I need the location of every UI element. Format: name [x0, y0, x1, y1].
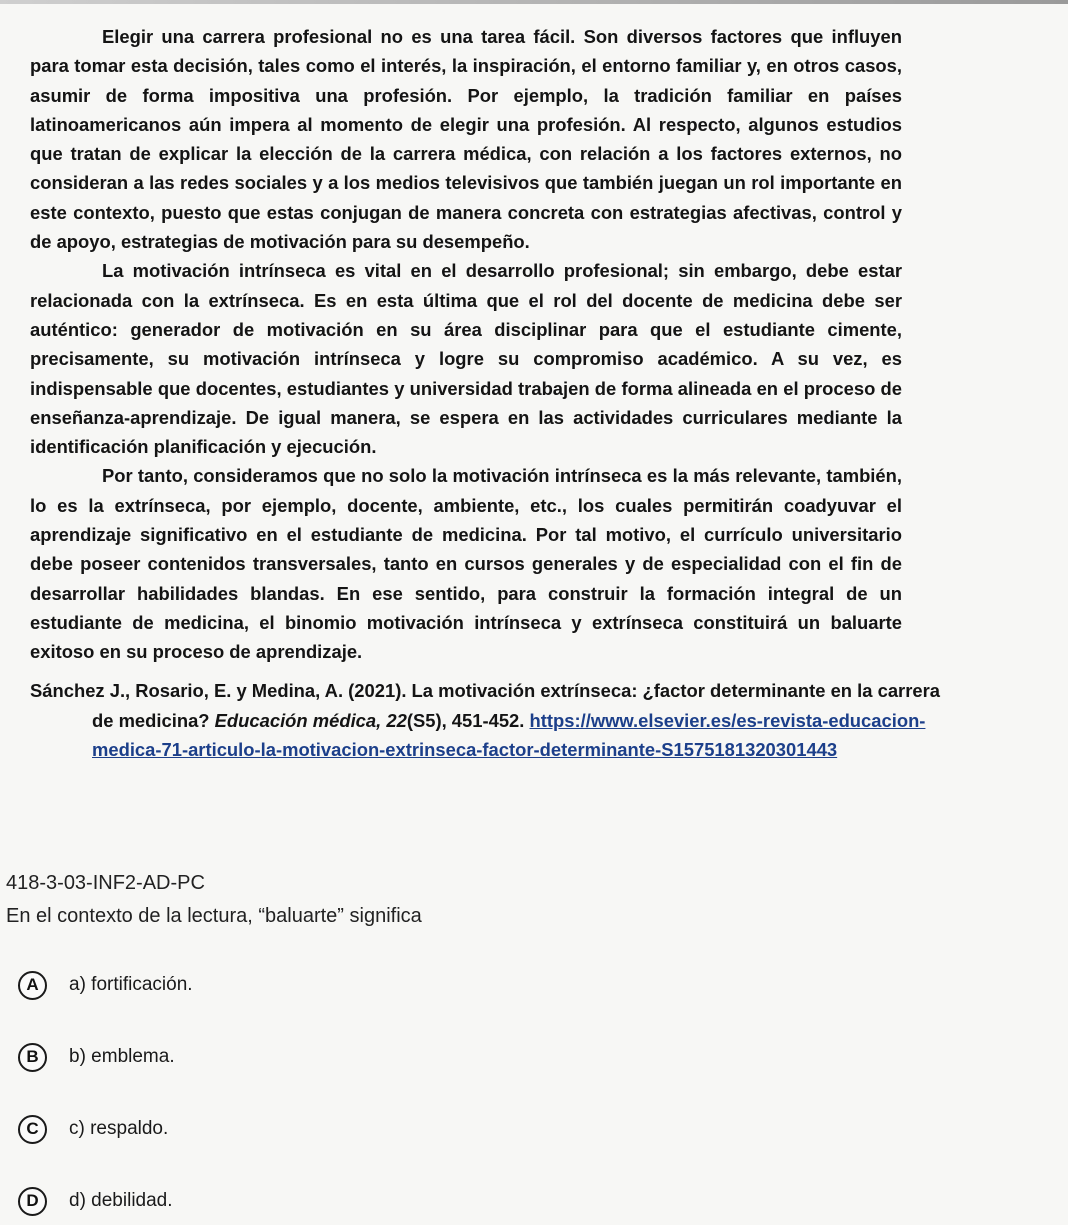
option-a-label: a) fortificación. — [69, 974, 193, 995]
option-d-label: d) debilidad. — [69, 1190, 173, 1211]
option-a-bubble[interactable]: A — [18, 971, 47, 1000]
option-d-bubble[interactable]: D — [18, 1187, 47, 1216]
citation-journal: Educación médica, 22 — [214, 709, 407, 731]
reading-passage — [30, 22, 902, 667]
citation-link[interactable]: https://www.elsevier.es/es-revista-educacion-medica-71-articulo-la-motivacion-extrinseca-factor-determinante-S1575181320301443 — [92, 709, 926, 760]
paragraph-1: Elegir una carrera profesional no es una tarea fácil. Son diversos factores que influyen para tomar esta decisión, tales como el interés, la inspiración, el entorno familiar y, en otros casos, asumir de forma impositiva una profesión. Por ejemplo, la tradición familiar en países latinoamericanos aún impera al momento de elegir una profesión. Al respecto, algunos estudios que tratan de explicar la elección de la carrera médica, con relación a los factores externos, no consideran a las redes sociales y a los medios televisivos que también juegan un rol importante en este contexto, puesto que estas conjugan de manera concreta con estrategias afectivas, control y de apoyo, estrategias de motivación para su desempeño. — [30, 26, 902, 253]
option-b-label: b) emblema. — [69, 1046, 175, 1067]
option-c-label: c) respaldo. — [69, 1118, 169, 1139]
citation — [30, 676, 942, 765]
citation-authors: Sánchez J., Rosario, E. y Medina, A. (2021). La motivación extrínseca: ¿factor determinante en la carrera de medicina? — [30, 680, 940, 731]
question-prompt: En el contexto de la lectura, “baluarte” significa — [6, 905, 422, 927]
option-c-bubble[interactable]: C — [18, 1115, 47, 1144]
option-a[interactable] — [18, 969, 418, 1001]
paragraph-2: La motivación intrínseca es vital en el desarrollo profesional; sin embargo, debe estar relacionada con la extrínseca. Es en esta última que el rol del docente de medicina debe ser auténtico: generador de motivación en su área disciplinar para que el estudiante cimente, precisamente, su motivación intrínseca y logre su compromiso académico. A su vez, es indispensable que docentes, estudiantes y universidad trabajen de forma alineada en el proceso de enseñanza-aprendizaje. De igual manera, se espera en las actividades curriculares mediante la identificación planificación y ejecución. — [30, 260, 902, 458]
paragraph-3: Por tanto, consideramos que no solo la motivación intrínseca es la más relevante, también, lo es la extrínseca, por ejemplo, docente, ambiente, etc., los cuales permitirán coadyuvar el aprendizaje significativo en el estudiante de medicina. Por tal motivo, el currículo universitario debe poseer contenidos transversales, tanto en cursos generales y de especialidad con el fin de desarrollar habilidades blandas. En ese sentido, para construir la formación integral de un estudiante de medicina, el binomio motivación intrínseca y extrínseca constituirá un baluarte exitoso en su proceso de aprendizaje. — [30, 465, 902, 663]
option-c[interactable] — [18, 1113, 418, 1145]
question-code: 418-3-03-INF2-AD-PC — [6, 872, 205, 894]
option-b[interactable] — [18, 1041, 418, 1073]
top-border — [0, 0, 1068, 4]
citation-details: (S5), 451-452. — [406, 709, 525, 731]
option-b-bubble[interactable]: B — [18, 1043, 47, 1072]
option-d[interactable] — [18, 1185, 418, 1217]
